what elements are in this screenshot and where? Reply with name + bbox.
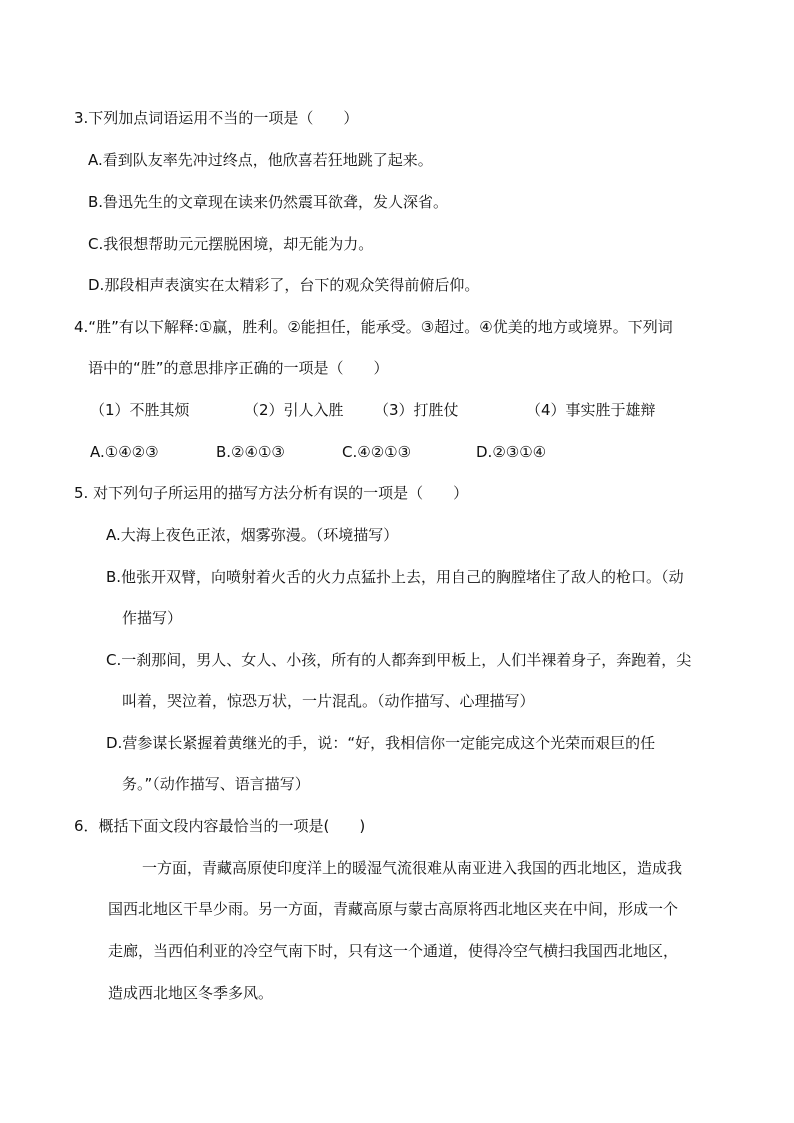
q4-stem-line2: 语中的“胜”的意思排序正确的一项是（ ） [88,359,389,377]
q5-option-a: A.大海上夜色正浓，烟雾弥漫。（环境描写） [106,526,399,544]
q4-word-2: （2）引人入胜 [244,401,344,419]
q6-paragraph-line3: 走廊，当西伯利亚的冷空气南下时，只有这一个通道，使得冷空气横扫我国西北地区， [108,942,679,960]
q4-word-1: （1）不胜其烦 [90,401,190,419]
q6-stem: 6．概括下面文段内容最恰当的一项是( ) [74,817,366,835]
q3-stem: 3.下列加点词语运用不当的一项是（ ） [74,109,359,127]
q5-option-c-line2: 叫着，哭泣着，惊恐万状，一片混乱。（动作描写、心理描写） [122,692,535,710]
q5-stem: 5. 对下列句子所运用的描写方法分析有误的一项是（ ） [74,484,469,502]
q4-word-3: （3）打胜仗 [374,401,459,419]
q5-option-b-line1: B.他张开双臂，向喷射着火舌的火力点猛扑上去，用自己的胸膛堵住了敌人的枪口。（动 [106,568,684,586]
q6-paragraph-line4: 造成西北地区冬季多风。 [108,984,274,1002]
q6-paragraph-line1: 一方面，青藏高原使印度洋上的暖湿气流很难从南亚进入我国的西北地区，造成我 [142,859,683,877]
q3-option-c: C.我很想帮助元元摆脱困境，却无能为力。 [88,235,374,253]
q3-option-b: B.鲁迅先生的文章现在读来仍然震耳欲聋，发人深省。 [88,193,449,211]
q4-choice-d: D.②③①④ [476,443,547,461]
q5-option-d-line2: 务。”（动作描写、语言描写） [122,775,310,793]
q3-option-d: D.那段相声表演实在太精彩了，台下的观众笑得前俯后仰。 [88,276,480,294]
q4-word-4: （4）事实胜于雄辩 [526,401,656,419]
q5-option-c-line1: C.一刹那间，男人、女人、小孩，所有的人都奔到甲板上，人们半裸着身子，奔跑着，尖 [106,651,692,669]
q4-choice-b: B.②④①③ [216,443,285,461]
q4-choice-c: C.④②①③ [342,443,412,461]
q5-option-d-line1: D.营参谋长紧握着黄继光的手，说：“好，我相信你一定能完成这个光荣而艰巨的任 [106,734,656,752]
q3-option-a: A.看到队友率先冲过终点，他欣喜若狂地跳了起来。 [88,151,433,169]
q5-option-b-line2: 作描写） [122,609,183,627]
q6-paragraph-line2: 国西北地区干旱少雨。另一方面，青藏高原与蒙古高原将西北地区夹在中间，形成一个 [108,900,679,918]
q4-stem-line1: 4.“胜”有以下解释:①赢，胜利。②能担任，能承受。③超过。④优美的地方或境界。下列词 [74,318,673,336]
q4-choice-a: A.①④②③ [90,443,159,461]
